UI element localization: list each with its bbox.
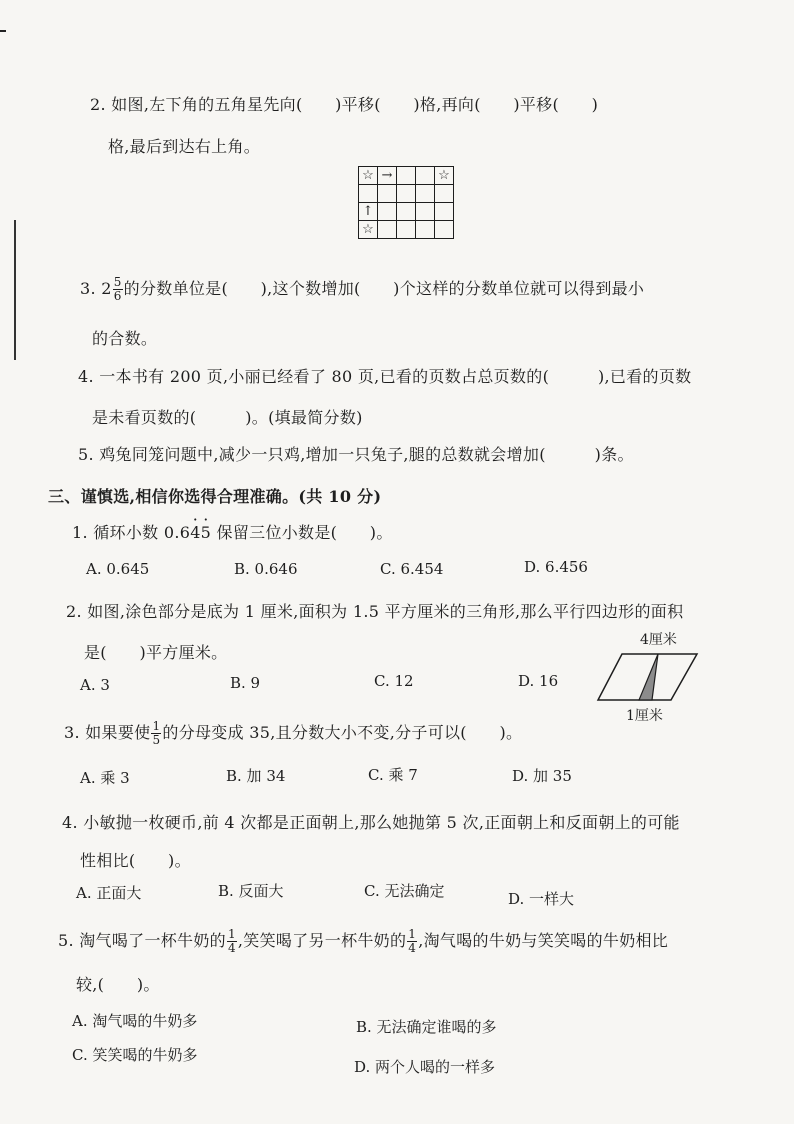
choice-q4-line2: 性相比( )。: [80, 851, 191, 870]
choice-q3-stem: [64, 720, 522, 747]
choice-q3-option-d: D. 加 35: [512, 767, 572, 785]
choice-q1-option-b: B. 0.646: [234, 560, 298, 578]
choice-q5-part1: 5. 淘气喝了一杯牛奶的: [58, 931, 226, 950]
choice-q2-line2: 是( )平方厘米。: [84, 643, 228, 662]
fill-q3-line1: [80, 276, 644, 303]
choice-q4-option-a: A. 正面大: [76, 884, 142, 902]
choice-q5-option-b: B. 无法确定谁喝的多: [356, 1018, 497, 1036]
fraction-numerator: 1: [227, 927, 236, 941]
choice-q3-option-c: C. 乘 7: [368, 766, 418, 784]
grid-cell: [416, 185, 435, 203]
choice-q1-option-d: D. 6.456: [524, 558, 588, 576]
grid-cell-arrow-right: →: [378, 167, 397, 185]
fraction-denominator: 4: [408, 941, 417, 955]
grid-cell: [416, 203, 435, 221]
fill-q2-line1: 2. 如图,左下角的五角星先向( )平移( )格,再向( )平移( ): [90, 95, 599, 114]
choice-q3-option-a: A. 乘 3: [80, 769, 130, 787]
grid-cell: [416, 167, 435, 185]
page-edge-bar: [0, 220, 16, 360]
fraction-1-4-first: [227, 928, 237, 955]
fill-q5-line1: 5. 鸡兔同笼问题中,减少一只鸡,增加一只兔子,腿的总数就会增加( )条。: [78, 445, 634, 464]
parallelogram-figure: [596, 652, 700, 704]
fill-q3-prefix: 3. 2: [80, 279, 112, 298]
choice-q5-part2: ,笑笑喝了另一杯牛奶的: [237, 931, 407, 950]
choice-q4-option-c: C. 无法确定: [364, 882, 445, 900]
fill-q4-line1: 4. 一本书有 200 页,小丽已经看了 80 页,已看的页数占总页数的( ),已看的页数: [78, 367, 692, 386]
parallelogram-top-label: 4厘米: [640, 632, 677, 648]
section3-title: 三、谨慎选,相信你选得合理准确。(共 10 分): [48, 487, 382, 506]
fraction-1-5: [151, 720, 161, 747]
grid-cell-star: ☆: [359, 167, 378, 185]
fraction-denominator: 4: [227, 941, 236, 955]
choice-q1-option-c: C. 6.454: [380, 560, 444, 578]
repeating-digit-5: · 5: [201, 523, 211, 542]
choice-q2-option-a: A. 3: [80, 676, 110, 694]
choice-q2-line1: 2. 如图,涂色部分是底为 1 厘米,面积为 1.5 平方厘米的三角形,那么平行四边形的面积: [66, 602, 684, 621]
shaded-triangle: [639, 654, 658, 700]
grid-cell: [378, 221, 397, 239]
grid-cell: [397, 221, 416, 239]
grid-row: [359, 185, 454, 203]
grid-cell: [435, 185, 454, 203]
fraction-1-4-second: [407, 928, 417, 955]
choice-q5-stem: [58, 928, 668, 955]
choice-q2-option-d: D. 16: [518, 672, 559, 690]
choice-q4-option-b: B. 反面大: [218, 882, 284, 900]
fill-q3-line2: 的合数。: [92, 329, 158, 348]
choice-q1-suffix: 保留三位小数是( )。: [211, 523, 393, 542]
grid-cell: [378, 185, 397, 203]
fraction-denominator: 6: [113, 289, 122, 303]
fill-q4-line2: 是未看页数的( )。(填最简分数): [92, 408, 363, 427]
choice-q1-option-a: A. 0.645: [86, 560, 150, 578]
grid-cell: [435, 221, 454, 239]
star-grid: [358, 166, 454, 239]
fraction-denominator: 5: [152, 733, 161, 747]
fill-q2-line2: 格,最后到达右上角。: [108, 137, 261, 156]
choice-q3-prefix: 3. 如果要使: [64, 723, 151, 742]
grid-cell: [378, 203, 397, 221]
choice-q5-option-a: A. 淘气喝的牛奶多: [72, 1012, 198, 1030]
choice-q3-suffix: 的分母变成 35,且分数大小不变,分子可以( )。: [162, 723, 523, 742]
grid-row: [359, 203, 454, 221]
choice-q5-part3: ,淘气喝的牛奶与笑笑喝的牛奶相比: [418, 931, 669, 950]
fraction-numerator: 5: [113, 275, 122, 289]
grid-cell: [397, 203, 416, 221]
choice-q5-option-d: D. 两个人喝的一样多: [354, 1058, 496, 1076]
choice-q3-option-b: B. 加 34: [226, 767, 286, 785]
page-edge-mark: [0, 30, 6, 32]
choice-q4-line1: 4. 小敏抛一枚硬币,前 4 次都是正面朝上,那么她抛第 5 次,正面朝上和反面朝上的可能: [62, 813, 680, 832]
choice-q5-line2: 较,( )。: [76, 975, 160, 994]
fill-q3-rest: 的分数单位是( ),这个数增加( )个这样的分数单位就可以得到最小: [123, 279, 645, 298]
grid-row: [359, 221, 454, 239]
fraction-numerator: 1: [408, 927, 417, 941]
grid-cell: [416, 221, 435, 239]
fraction-5-6: [113, 276, 123, 303]
choice-q5-option-c: C. 笑笑喝的牛奶多: [72, 1046, 198, 1064]
choice-q4-option-d: D. 一样大: [508, 890, 575, 908]
choice-q1-stem: [72, 520, 393, 543]
fraction-numerator: 1: [152, 719, 161, 733]
choice-q2-option-b: B. 9: [230, 674, 261, 692]
parallelogram-bottom-label: 1厘米: [626, 708, 663, 724]
repeating-digit-4: · 4: [190, 523, 200, 542]
grid-cell-star: ☆: [435, 167, 454, 185]
grid-cell: [435, 203, 454, 221]
grid-cell: [397, 185, 416, 203]
choice-q2-option-c: C. 12: [374, 672, 414, 690]
grid-cell: [359, 185, 378, 203]
choice-q1-prefix: 1. 循环小数 0.6: [72, 523, 191, 542]
grid-row: [359, 167, 454, 185]
grid-cell: [397, 167, 416, 185]
grid-cell-star: ☆: [359, 221, 378, 239]
grid-cell-arrow-up: ↑: [359, 203, 378, 221]
